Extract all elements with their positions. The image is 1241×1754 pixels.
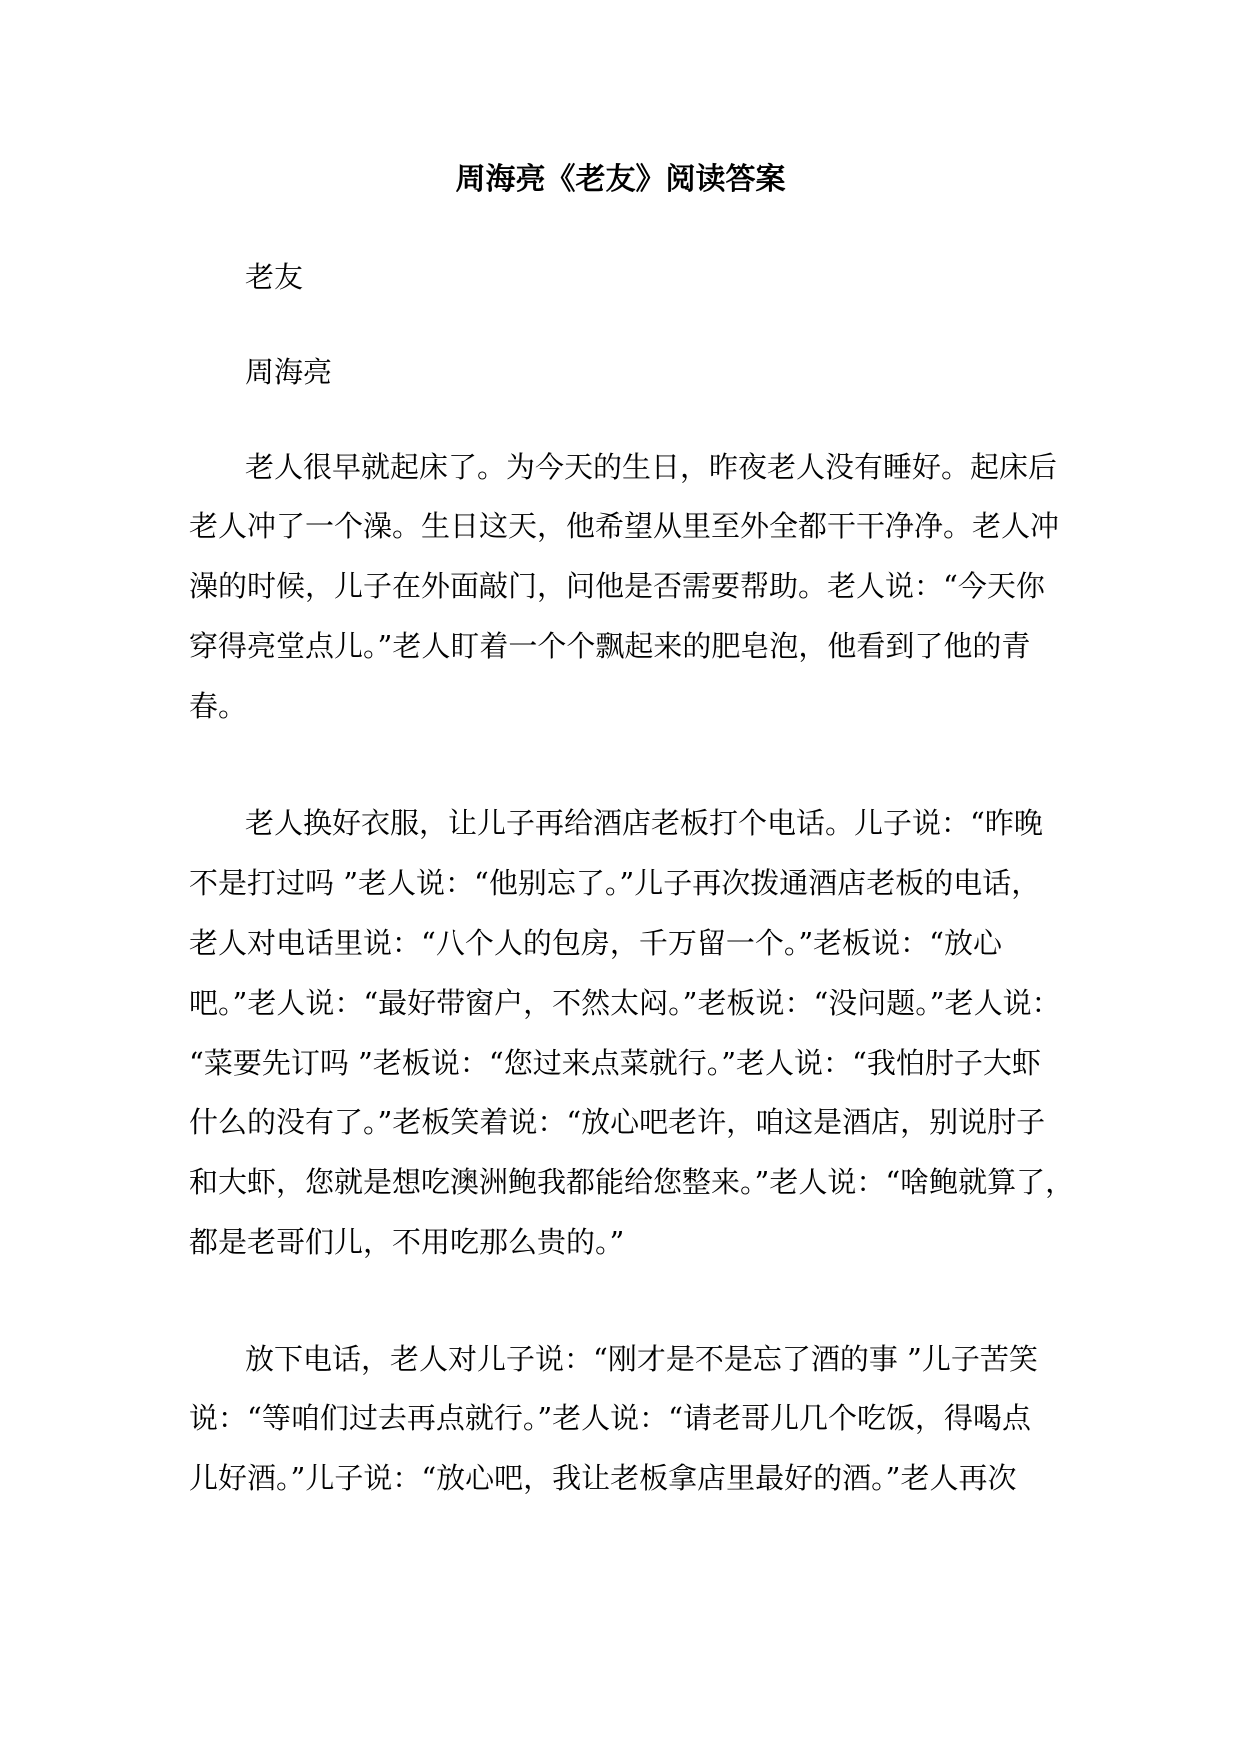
paragraph-line: 都是老哥们儿，不用吃那么贵的。” xyxy=(189,1225,625,1259)
paragraph-line: 说：“等咱们过去再点就行。”老人说：“请老哥儿几个吃饭，得喝点 xyxy=(189,1401,1031,1435)
paragraph-line: 什么的没有了。”老板笑着说：“放心吧老许，咱这是酒店，别说肘子 xyxy=(189,1105,1046,1139)
document-title: 周海亮《老友》阅读答案 xyxy=(455,162,786,197)
paragraph-line: 放下电话，老人对儿子说：“刚才是不是忘了酒的事 ”儿子苦笑 xyxy=(245,1342,1038,1376)
paragraph-line: 澡的时候，儿子在外面敲门，问他是否需要帮助。老人说：“今天你 xyxy=(189,569,1045,603)
paragraph-line: 老人对电话里说：“八个人的包房，千万留一个。”老板说：“放心 xyxy=(189,926,1002,960)
paragraph-line: 春。 xyxy=(189,689,248,723)
paragraph-line: “菜要先订吗 ”老板说：“您过来点菜就行。”老人说：“我怕肘子大虾 xyxy=(189,1046,1041,1080)
paragraph-line: 老人换好衣服，让儿子再给酒店老板打个电话。儿子说：“昨晚 xyxy=(245,806,1043,840)
paragraph-line: 吧。”老人说：“最好带窗户，不然太闷。”老板说：“没问题。”老人说： xyxy=(189,986,1061,1020)
paragraph-line: 儿好酒。”儿子说：“放心吧，我让老板拿店里最好的酒。”老人再次 xyxy=(189,1461,1017,1495)
author-name: 周海亮 xyxy=(245,355,333,389)
paragraph-line: 不是打过吗 ”老人说：“他别忘了。”儿子再次拨通酒店老板的电话， xyxy=(189,866,1041,900)
paragraph-line: 老人冲了一个澡。生日这天，他希望从里至外全都干干净净。老人冲 xyxy=(189,509,1060,543)
paragraph-line: 老人很早就起床了。为今天的生日，昨夜老人没有睡好。起床后 xyxy=(245,450,1058,484)
paragraph-line: 穿得亮堂点儿。”老人盯着一个个飘起来的肥皂泡，他看到了他的青 xyxy=(189,629,1031,663)
paragraph-line: 和大虾，您就是想吃澳洲鲍我都能给您整来。”老人说：“啥鲍就算了， xyxy=(189,1165,1075,1199)
story-title: 老友 xyxy=(245,260,304,294)
